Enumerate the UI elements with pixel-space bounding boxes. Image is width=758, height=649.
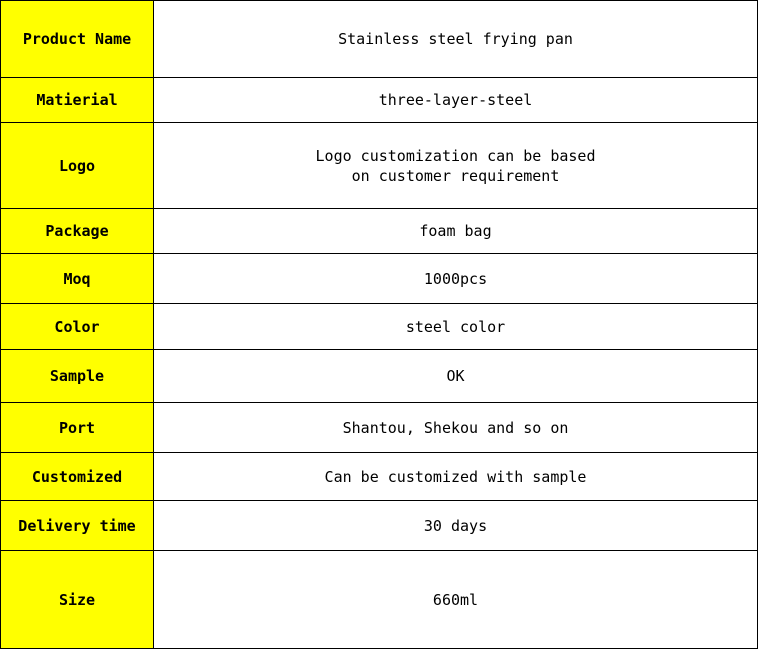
row-value [154,1,758,78]
row-value [154,551,758,649]
row-label: Customized [1,453,154,501]
table-row-material [1,78,758,123]
table-row-color [1,304,758,350]
row-value-line: foam bag [419,222,492,240]
row-label: Moq [1,254,154,304]
row-label: Package [1,209,154,254]
row-value [154,254,758,304]
row-label: Sample [1,350,154,403]
row-value-line: on customer requirement [351,166,560,185]
table-row-product-name [1,1,758,78]
row-label: Port [1,403,154,453]
row-label: Color [1,304,154,350]
table-row-port [1,403,758,453]
row-label: Matierial [1,78,154,123]
row-label: Product Name [1,1,154,78]
row-label: Size [1,551,154,649]
row-value [154,350,758,403]
row-value [154,501,758,551]
row-value-line: 1000pcs [423,269,488,288]
row-value [154,209,758,254]
table-row-package [1,209,758,254]
row-value-line: Logo customization can be based [315,146,596,165]
table-row-delivery-time [1,501,758,551]
row-value [154,453,758,501]
row-label: Delivery time [1,501,154,551]
table-row-size [1,551,758,649]
row-value [154,123,758,209]
row-value-line: 660ml [432,590,479,609]
row-value-line: steel color [405,317,506,336]
row-value [154,403,758,453]
row-value-line: three-layer-steel [378,91,533,109]
table-row-customized [1,453,758,501]
row-value-line: OK [446,367,465,385]
row-value-line: Can be customized with sample [324,467,587,486]
row-value-line: 30 days [423,516,488,535]
row-value [154,304,758,350]
row-value [154,78,758,123]
row-label: Logo [1,123,154,209]
table-row-sample [1,350,758,403]
table-row-logo [1,123,758,209]
table-row-moq [1,254,758,304]
row-value-line: Stainless steel frying pan [338,30,573,48]
row-value-line: Shantou, Shekou and so on [342,418,569,437]
